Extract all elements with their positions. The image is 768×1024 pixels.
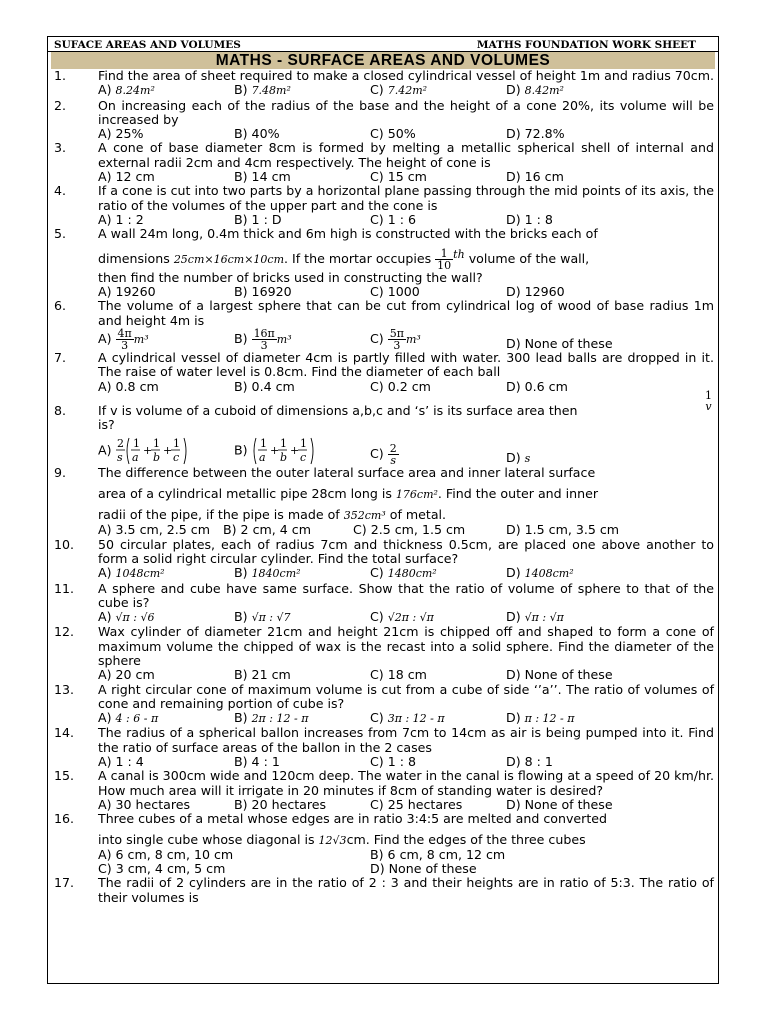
question-number: 7. bbox=[54, 349, 67, 365]
svg-text:1: 1 bbox=[152, 437, 160, 451]
option-d: D) 1.5 cm, 3.5 cm bbox=[506, 522, 620, 538]
option-d: D) None of these bbox=[506, 796, 613, 812]
question-number: 17. bbox=[54, 875, 75, 891]
question-text: 50 circular plates, each of radius 7cm and thickness 0.5cm, are placed one above another to form a solid right circular cylinder. Find the total surface? bbox=[98, 536, 714, 566]
option-b: B) 16920 bbox=[234, 284, 292, 300]
svg-text:+: + bbox=[289, 444, 299, 458]
question-text-line: radii of the pipe, if the pipe is made of 352cm³ of metal. bbox=[98, 507, 447, 523]
option-a: A) 20 cm bbox=[98, 667, 155, 683]
question-text: A canal is 300cm wide and 120cm deep. The water in the canal is flowing at a speed of 20 km/hr. How much area will it irrigate in 20 minutes if 8cm of standing water is desired? bbox=[98, 768, 714, 798]
option-a: A) 3.5 cm, 2.5 cm bbox=[98, 522, 210, 538]
svg-text:1: 1 bbox=[259, 437, 267, 451]
option-row bbox=[98, 711, 714, 726]
svg-text:1: 1 bbox=[172, 437, 180, 451]
question-number: 6. bbox=[54, 298, 67, 314]
option-c: C) 1480cm² bbox=[370, 565, 437, 581]
option-b: B) 2 cm, 4 cm bbox=[223, 522, 311, 538]
option-b: B) 4 : 1 bbox=[234, 754, 280, 770]
worksheet-page bbox=[47, 36, 719, 984]
question-text: Three cubes of a metal whose edges are in ratio 3:4:5 are melted and converted bbox=[98, 811, 608, 827]
question-text: A right circular cone of maximum volume is cut from a cube of side ‘’a’’. The ratio of volumes of cone and remaining portion of cube is? bbox=[98, 681, 714, 711]
question-number: 3. bbox=[54, 140, 67, 156]
option-row bbox=[98, 755, 714, 769]
option-b: B) $\frac{16\pi}{3}$ m³ bbox=[234, 326, 292, 352]
question-number: 8. bbox=[54, 402, 67, 418]
question-number: 15. bbox=[54, 768, 75, 784]
question-text: A cone of base diameter 8cm is formed by melting a metallic spherical shell of internal and external radii 2cm and 4cm respectively. The height of cone is bbox=[98, 140, 714, 170]
question-text-line: is? bbox=[98, 417, 115, 433]
option-b: B) 1840cm² bbox=[234, 565, 301, 581]
option-b: B) 21 cm bbox=[234, 667, 291, 683]
option-a: A) $\frac{4\pi}{3}$ m³ bbox=[98, 326, 149, 352]
option-d: D) 16 cm bbox=[506, 169, 564, 185]
option-d: D) √π : √π bbox=[506, 609, 564, 625]
option-b: B) √π : √7 bbox=[234, 609, 291, 625]
option-b: B) 6 cm, 8 cm, 12 cm bbox=[370, 846, 506, 862]
question-text: Wax cylinder of diameter 21cm and height 21cm is chipped off and shaped to form a cone of maximum volume the chipped of wax is the recast into a solid sphere. Find the diameter of the sphere bbox=[98, 624, 714, 668]
option-a: A) 8.24m² bbox=[98, 82, 155, 98]
svg-text:2: 2 bbox=[116, 437, 124, 451]
option-row bbox=[98, 285, 714, 299]
question-text: A wall 24m long, 0.4m thick and 6m high is constructed with the bricks each of bbox=[98, 226, 598, 242]
option-a: A) 2 s 1 a + 1 b + 1 c bbox=[98, 436, 234, 466]
worksheet-title: MATHS - SURFACE AREAS AND VOLUMES bbox=[51, 52, 715, 69]
option-d: D) 0.6 cm bbox=[506, 378, 568, 394]
option-row bbox=[98, 213, 714, 227]
option-b: B) 1 : D bbox=[234, 211, 282, 227]
question-number: 16. bbox=[54, 811, 75, 827]
option-c: C) 7.42m² bbox=[370, 82, 428, 98]
question-16 bbox=[48, 812, 718, 876]
question-text: The radii of 2 cylinders are in the ratio of 2 : 3 and their heights are in ratio of 5:3. The ratio of their volumes is bbox=[98, 875, 714, 905]
question-11 bbox=[48, 582, 718, 626]
option-b: B) 14 cm bbox=[234, 169, 291, 185]
question-12 bbox=[48, 625, 718, 682]
option-c: C) 50% bbox=[370, 126, 416, 142]
svg-text:+: + bbox=[269, 444, 279, 458]
option-row bbox=[98, 328, 714, 351]
option-c: C) $\frac{2}{s}$ bbox=[370, 442, 397, 468]
option-d: D) 12960 bbox=[506, 284, 565, 300]
formula-a bbox=[116, 436, 200, 466]
svg-text:b: b bbox=[279, 451, 287, 465]
header-topic: SUFACE AREAS AND VOLUMES bbox=[54, 39, 241, 51]
question-text: If v is volume of a cuboid of dimensions a,b,c and ‘s’ is its surface area then 1 v bbox=[98, 388, 712, 418]
option-c: C) 1000 bbox=[370, 284, 420, 300]
option-d: D) π : 12 - π bbox=[506, 710, 575, 726]
option-row bbox=[98, 380, 714, 394]
option-c: C) 1 : 6 bbox=[370, 211, 416, 227]
option-b: B) 0.4 cm bbox=[234, 378, 295, 394]
option-c: C) $\frac{5\pi}{3}$ m³ bbox=[370, 326, 421, 352]
question-9 bbox=[48, 466, 718, 537]
question-2 bbox=[48, 99, 718, 142]
question-8 bbox=[48, 388, 718, 468]
svg-text:+: + bbox=[142, 444, 152, 458]
svg-text:a: a bbox=[258, 451, 266, 465]
question-14 bbox=[48, 726, 718, 769]
option-row bbox=[98, 83, 714, 98]
question-6 bbox=[48, 299, 718, 351]
option-d: D) 1 : 8 bbox=[506, 211, 553, 227]
question-number: 10. bbox=[54, 536, 75, 552]
option-b: B) 20 hectares bbox=[234, 796, 327, 812]
option-row bbox=[98, 668, 714, 682]
option-a: A) 1 : 2 bbox=[98, 211, 144, 227]
question-7 bbox=[48, 351, 718, 394]
question-number: 11. bbox=[54, 580, 75, 596]
svg-text:b: b bbox=[152, 451, 160, 465]
option-b: B) 40% bbox=[234, 126, 280, 142]
question-number: 4. bbox=[54, 183, 67, 199]
question-number: 13. bbox=[54, 681, 75, 697]
question-text: A sphere and cube have same surface. Show that the ratio of volume of sphere to that of the cube is? bbox=[98, 580, 714, 610]
question-number: 12. bbox=[54, 624, 75, 640]
header-subject: MATHS FOUNDATION WORK SHEET bbox=[476, 39, 696, 51]
question-10 bbox=[48, 538, 718, 582]
question-text-line: dimensions 25cm×16cm×10cm. If the mortar occupies $\frac{1}{10}$ $^{th}$ volume of the wall, bbox=[98, 246, 590, 272]
option-c: C) 25 hectares bbox=[370, 796, 463, 812]
option-grid bbox=[98, 848, 714, 877]
option-a: A) 30 hectares bbox=[98, 796, 191, 812]
option-a: A) 1 : 4 bbox=[98, 754, 144, 770]
option-c: C) 15 cm bbox=[370, 169, 427, 185]
question-text: If a cone is cut into two parts by a horizontal plane passing through the mid points of its axis, the ratio of the volumes of the upper part and the cone is bbox=[98, 183, 714, 213]
question-text-line: into single cube whose diagonal is 12√3cm. Find the edges of the three cubes bbox=[98, 831, 586, 847]
option-d: D) s bbox=[506, 450, 531, 466]
option-row bbox=[98, 566, 714, 581]
question-number: 2. bbox=[54, 97, 67, 113]
question-17 bbox=[48, 876, 718, 905]
question-5 bbox=[48, 227, 718, 299]
fraction: $\frac{1}{10}$ bbox=[437, 246, 452, 272]
question-3 bbox=[48, 141, 718, 184]
question-text: The radius of a spherical ballon increases from 7cm to 14cm as air is being pumped into it. Find the ratio of surface areas of the ballon in the 2 cases bbox=[98, 725, 714, 755]
question-number: 5. bbox=[54, 226, 67, 242]
option-c: C) 18 cm bbox=[370, 667, 427, 683]
option-d: D) None of these bbox=[370, 861, 477, 877]
option-a: A) 25% bbox=[98, 126, 144, 142]
option-a: A) 4 : 6 - π bbox=[98, 710, 159, 726]
question-number: 14. bbox=[54, 725, 75, 741]
option-c: C) 3 cm, 4 cm, 5 cm bbox=[98, 861, 226, 877]
question-13 bbox=[48, 683, 718, 727]
brick-dimensions: 25cm×16cm×10cm bbox=[173, 252, 285, 266]
svg-text:1: 1 bbox=[299, 437, 307, 451]
fraction-one-over-v: 1 v bbox=[705, 388, 712, 413]
question-number: 1. bbox=[54, 68, 67, 83]
option-d: D) None of these bbox=[506, 667, 613, 683]
question-text: Find the area of sheet required to make a closed cylindrical vessel of height 1m and radius 70cm. bbox=[98, 68, 715, 83]
question-text: The difference between the outer lateral surface area and inner lateral surface bbox=[98, 465, 596, 481]
question-text: On increasing each of the radius of the base and the height of a cone 20%, its volume will be increased by bbox=[98, 97, 714, 127]
svg-text:1: 1 bbox=[279, 437, 287, 451]
option-row bbox=[98, 127, 714, 141]
option-a: A) 1048cm² bbox=[98, 565, 165, 581]
option-d: D) 8 : 1 bbox=[506, 754, 553, 770]
option-a: A) 0.8 cm bbox=[98, 378, 159, 394]
worksheet-header bbox=[48, 37, 718, 52]
option-a: A) √π : √6 bbox=[98, 609, 155, 625]
option-row bbox=[98, 436, 714, 466]
question-15 bbox=[48, 769, 718, 812]
svg-text:+: + bbox=[162, 444, 172, 458]
option-d: D) None of these bbox=[506, 335, 613, 351]
option-c: C) 1 : 8 bbox=[370, 754, 416, 770]
svg-text:1: 1 bbox=[132, 437, 140, 451]
question-text-line: area of a cylindrical metallic pipe 28cm long is 176cm². Find the outer and inner bbox=[98, 485, 599, 501]
option-b: B) 1 a + 1 b + 1 c bbox=[234, 436, 370, 466]
svg-text:c: c bbox=[172, 451, 179, 465]
option-a: A) 19260 bbox=[98, 284, 156, 300]
option-b: B) 2π : 12 - π bbox=[234, 710, 309, 726]
option-a: A) 6 cm, 8 cm, 10 cm bbox=[98, 846, 234, 862]
formula-b bbox=[252, 436, 324, 466]
svg-text:c: c bbox=[299, 451, 306, 465]
svg-text:s: s bbox=[116, 451, 123, 465]
option-a: A) 12 cm bbox=[98, 169, 155, 185]
option-row bbox=[98, 798, 714, 812]
question-4 bbox=[48, 184, 718, 227]
question-text: The volume of a largest sphere that can be cut from cylindrical log of wood of base radius 1m and height 4m is bbox=[98, 298, 714, 328]
option-d: D) 8.42m² bbox=[506, 82, 564, 98]
question-text: A cylindrical vessel of diameter 4cm is partly filled with water. 300 lead balls are dropped in it. The raise of water level is 0.8cm. Find the diameter of each ball bbox=[98, 349, 714, 380]
option-row bbox=[98, 170, 714, 184]
question-text-line: then find the number of bricks used in constructing the wall? bbox=[98, 269, 483, 285]
option-d: D) 1408cm² bbox=[506, 565, 574, 581]
option-c: C) 0.2 cm bbox=[370, 378, 431, 394]
option-row bbox=[98, 610, 714, 625]
option-b: B) 7.48m² bbox=[234, 82, 291, 98]
option-d: D) 72.8% bbox=[506, 126, 565, 142]
option-c: C) 2.5 cm, 1.5 cm bbox=[353, 522, 466, 538]
option-c: C) 3π : 12 - π bbox=[370, 710, 445, 726]
question-number: 9. bbox=[54, 465, 67, 481]
option-c: C) √2π : √π bbox=[370, 609, 434, 625]
option-row bbox=[98, 523, 714, 537]
svg-text:a: a bbox=[131, 451, 139, 465]
question-1 bbox=[48, 69, 718, 99]
